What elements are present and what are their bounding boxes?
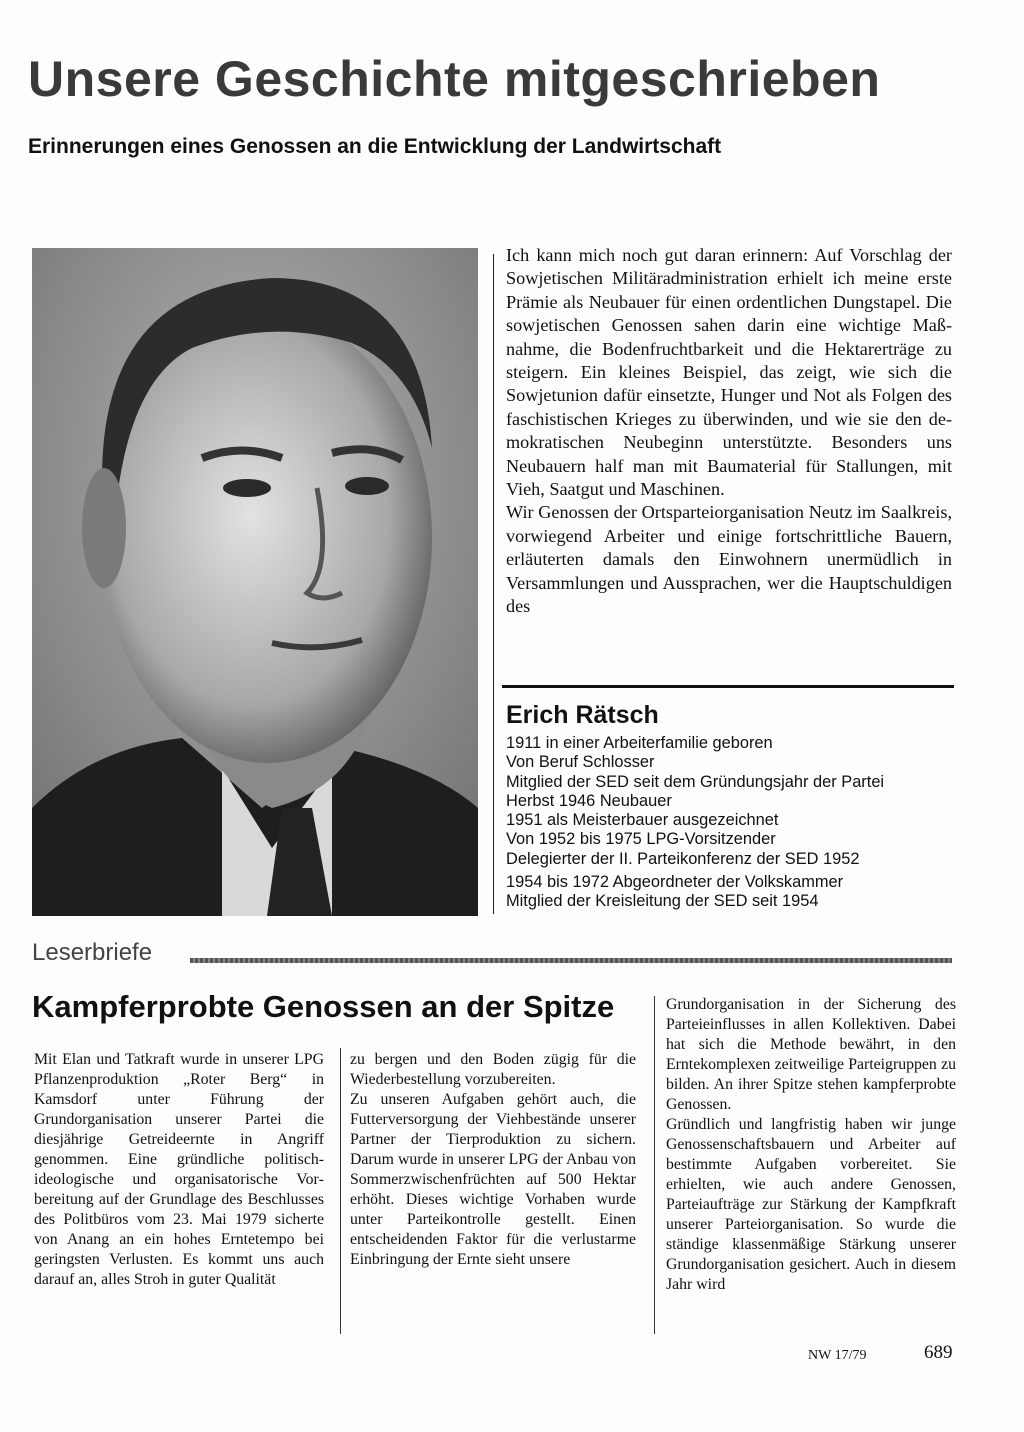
- article-paragraph: Grundorganisation in der Sicherung des Parteieinflusses in allen Kollektiven. Dabei hat sich die Methode bewährt, in den Erntekomplexen zeitweilige Parteigruppen zu bilden. An ihrer Spitze stehen kampferprobte Genossen.: [666, 996, 956, 1113]
- column-divider: [340, 1048, 341, 1334]
- bio-name: Erich Rätsch: [506, 701, 659, 729]
- section-rule: [190, 958, 952, 963]
- article-column-3: [666, 995, 956, 1295]
- bio-line: Mitglied der SED seit dem Gründungsjahr der Partei: [506, 772, 885, 791]
- column-divider: [654, 996, 655, 1334]
- subheadline: Erinnerungen eines Genossen an die Entwicklung der Landwirtschaft: [28, 135, 722, 158]
- portrait-photo: [32, 248, 478, 916]
- article-title: Kampferprobte Genossen an der Spitze: [32, 989, 615, 1024]
- bio-line: 1911 in einer Arbeiterfamilie geboren: [506, 734, 773, 752]
- article-column-1: [34, 1050, 324, 1290]
- bio-line: Von 1952 bis 1975 LPG-Vorsitzender: [506, 830, 776, 849]
- column-divider: [493, 254, 494, 914]
- headline: Unsere Geschichte mitgeschrieben: [28, 51, 881, 107]
- bio-line: Delegierter der II. Parteikonferenz der SED 1952: [506, 849, 860, 868]
- journal-issue: NW 17/79: [808, 1348, 867, 1363]
- bio-line: Herbst 1946 Neubauer: [506, 791, 672, 810]
- article-paragraph: Gründlich und langfristig haben wir junge Genossenschaftsbauern und Arbeiter auf bestimmte Aufgaben vorbereitet. Sie erhielten, wie auch andere Genossen, Parteiaufträge zur Stärkung der Kampfkraft unserer Parteiorganisation. So wurde die ständige klassenmäßige Stärkung unserer Grundorganisation gesichert. Auch in diesem Jahr wird: [666, 1116, 956, 1293]
- portrait-illustration: [32, 248, 478, 916]
- bio-line: Mitglied der Kreisleitung der SED seit 1954: [506, 892, 819, 911]
- bio-list: [506, 734, 956, 912]
- article-paragraph: zu bergen und den Boden zügig für die Wiederbestellung vorzubereiten.: [350, 1051, 636, 1088]
- article-paragraph: Mit Elan und Tatkraft wurde in unserer LPG Pflanzenproduktion „Roter Berg“ in Kamsdorf unter Führung der Grundorganisation unserer Partei die diesjährige Getreideernte in Angriff genommen. Eine gründliche politisch-ideologische und organisatorische Vorbereitung auf der Grundlage des Beschlusses des Politbüros vom 23. Mai 1979 sicherte von Anang an ein hohes Erntetempo bei geringsten Verlusten. Es kommt uns auch darauf an, alles Stroh in guter Qualität: [34, 1051, 324, 1288]
- bio-line: 1954 bis 1972 Abgeordneter der Volkskammer: [506, 873, 844, 892]
- article-paragraph: Zu unseren Aufgaben gehört auch, die Futterversorgung der Viehbestände unserer Partner der Tierproduktion zu sichern. Darum wurde in unserer LPG der Anbau von Sommerzwischenfrüchten auf 500 Hektar erhöht. Dieses wichtige Vorhaben wurde unter Parteikontrolle gestellt. Einen entscheidenden Faktor für die verlustarme Einbringung der Ernte sieht unsere: [350, 1091, 636, 1268]
- intro-paragraph: Ich kann mich noch gut daran erinnern: Auf Vorschlag der Sowjetischen Militäradministration erhielt ich meine erste Prämie als Neubauer für einen ordentlichen Dungstapel. Die sowjetischen Genossen sahen darin eine wichtige Maßnahme, die Bodenfruchtbarkeit und die Hektarerträge zu steigern. Ein kleines Beispiel, das zeigt, wie sich die Sowjetunion dafür einsetzte, Hunger und Not als Folgen des faschistischen Krieges zu überwinden, und wie sie den demokratischen Neubeginn unterstützte. Besonders uns Neubauern half man mit Baumaterial für Stallungen, mit Vieh, Saatgut und Maschinen.: [506, 245, 952, 500]
- bio-line: 1951 als Meisterbauer ausgezeichnet: [506, 811, 779, 830]
- bio-rule: [502, 685, 954, 688]
- article-column-2: [350, 1050, 636, 1270]
- intro-text: [506, 244, 952, 619]
- page-number: 689: [924, 1342, 953, 1363]
- intro-paragraph: Wir Genossen der Ortsparteiorganisation Neutz im Saalkreis, vorwiegend Arbeiter und einige fortschrittliche Bauern, erläuterten damals den Einwohnern unermüdlich in Versammlungen und Aussprachen, wer die Hauptschuldigen des: [506, 502, 952, 617]
- section-label: Leserbriefe: [32, 939, 153, 966]
- bio-line: Von Beruf Schlosser: [506, 753, 655, 772]
